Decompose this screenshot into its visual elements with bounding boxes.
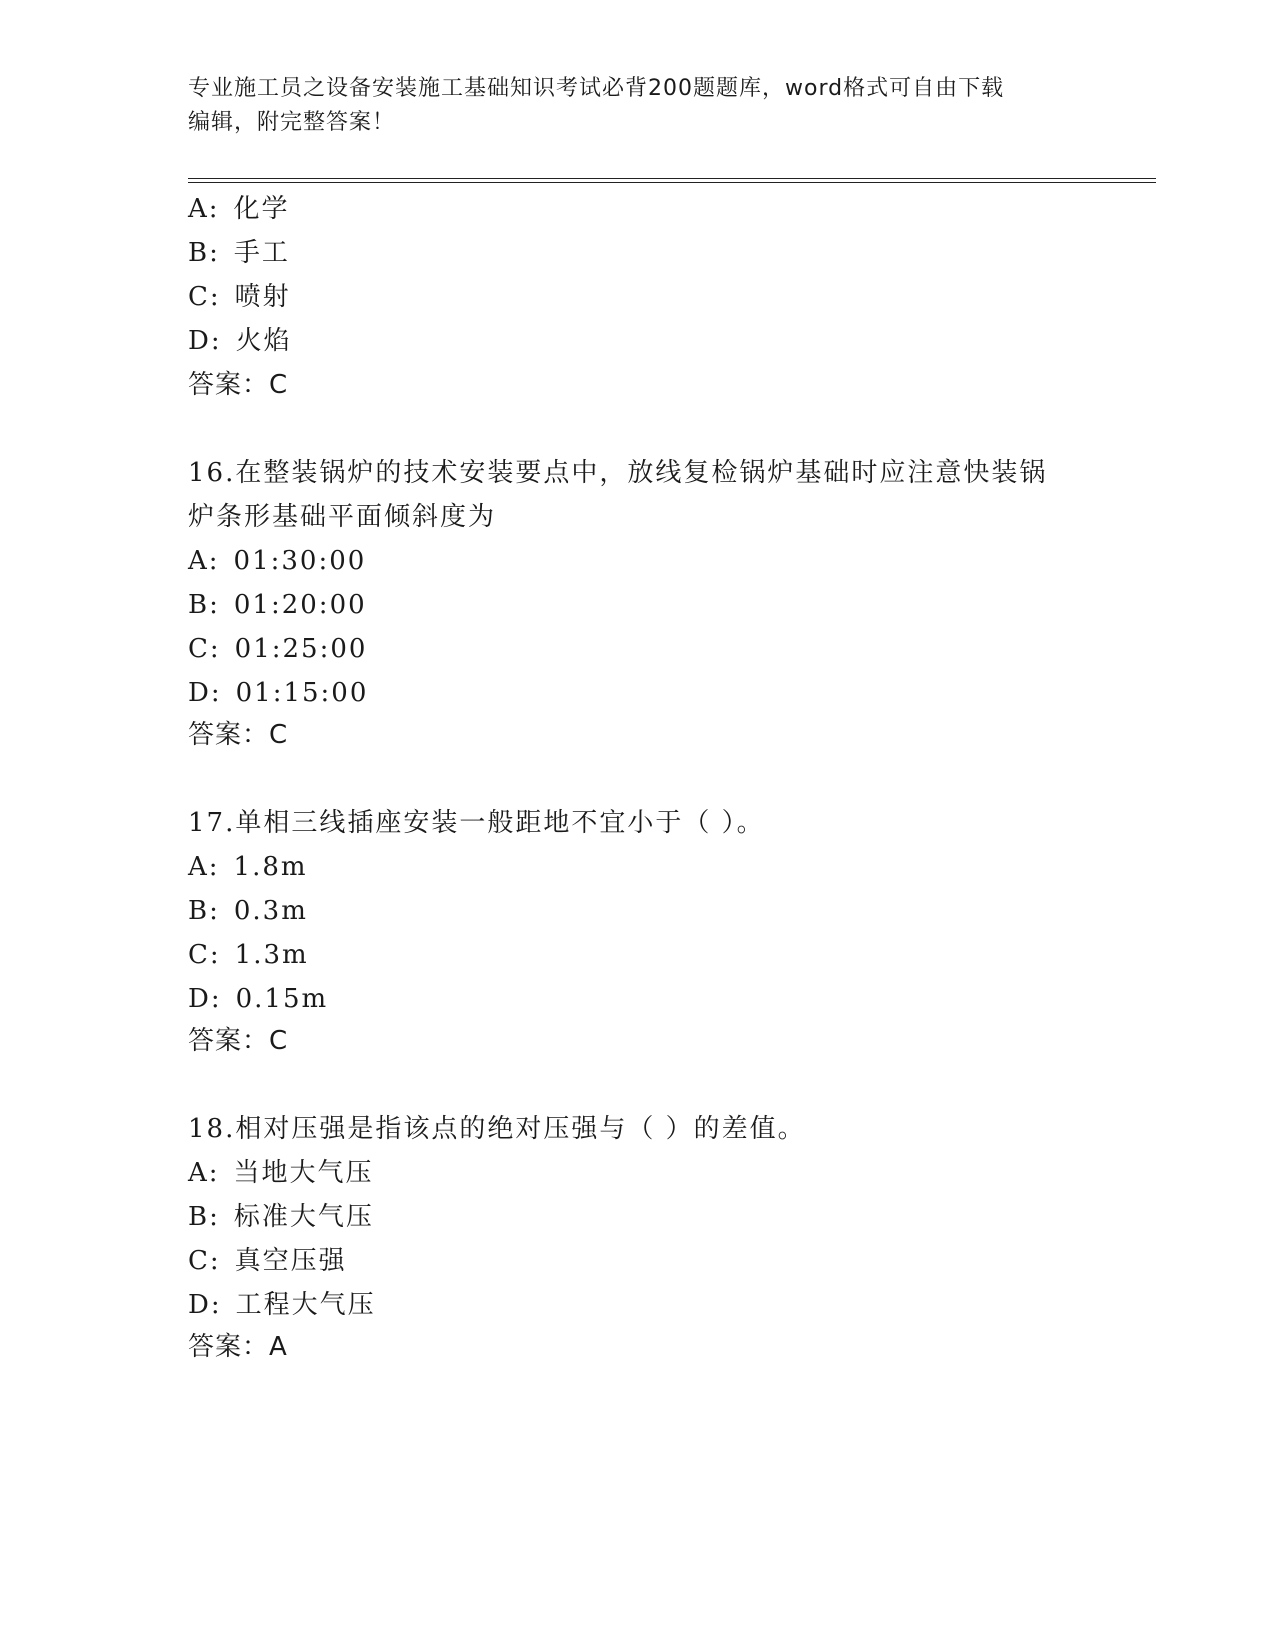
q16-option-a-text: 01:30:00 — [233, 546, 367, 576]
q16-answer: 答案：C — [188, 720, 289, 750]
q15-answer: 答案：C — [188, 370, 289, 400]
q16-option-d — [188, 676, 368, 710]
q18-option-d — [188, 1288, 376, 1322]
q15-option-c-letter: C: — [188, 282, 221, 312]
q15-option-d-letter: D: — [188, 326, 222, 356]
q18-stem-line1: 18.相对压强是指该点的绝对压强与（ ）的差值。 — [188, 1114, 806, 1144]
q16-option-b — [188, 588, 367, 622]
q18-option-b-letter: B: — [188, 1202, 220, 1232]
q17-option-c-text: 1.3m — [234, 940, 309, 970]
q17-option-a-letter: A: — [188, 852, 220, 882]
q16-option-c — [188, 632, 367, 666]
q16-option-c-letter: C: — [188, 634, 221, 664]
q18-option-a-letter: A: — [188, 1158, 220, 1188]
q18-option-c-text: 真空压强 — [234, 1246, 347, 1276]
q15-option-b-text: 手工 — [233, 238, 290, 268]
q18-option-d-letter: D: — [188, 1290, 222, 1320]
q18-option-b — [188, 1200, 374, 1234]
document-header — [188, 72, 1088, 140]
header-title-line2: 编辑，附完整答案！ — [188, 110, 396, 135]
q15-option-a-text: 化学 — [233, 194, 290, 224]
q15-option-a-letter: A: — [188, 194, 220, 224]
q18-option-c-letter: C: — [188, 1246, 221, 1276]
q17-answer: 答案：C — [188, 1026, 289, 1056]
header-title-line1: 专业施工员之设备安装施工基础知识考试必背200题题库，word格式可自由下载 — [188, 76, 1005, 101]
q16-stem-line1: 16.在整装锅炉的技术安装要点中，放线复检锅炉基础时应注意快装锅 — [188, 458, 1048, 488]
q16-option-a — [188, 544, 366, 578]
q17-option-b — [188, 894, 308, 928]
q16-option-d-text: 01:15:00 — [235, 678, 369, 708]
q17-option-d-text: 0.15m — [235, 984, 329, 1014]
q15-option-a — [188, 192, 290, 226]
q17-option-b-letter: B: — [188, 896, 220, 926]
q17-option-d-letter: D: — [188, 984, 222, 1014]
q15-option-c-text: 喷射 — [234, 282, 291, 312]
q16-option-b-text: 01:20:00 — [233, 590, 367, 620]
q17-option-c — [188, 938, 309, 972]
q18-option-b-text: 标准大气压 — [233, 1202, 374, 1232]
q18-option-d-text: 工程大气压 — [235, 1290, 376, 1320]
q16-option-a-letter: A: — [188, 546, 220, 576]
q15-option-b — [188, 236, 290, 270]
q16-option-c-text: 01:25:00 — [234, 634, 368, 664]
q17-option-a-text: 1.8m — [233, 852, 308, 882]
q18-option-c — [188, 1244, 347, 1278]
q16-stem-line2: 炉条形基础平面倾斜度为 — [188, 502, 497, 532]
q18-answer: 答案：A — [188, 1332, 288, 1362]
q17-option-b-text: 0.3m — [233, 896, 308, 926]
header-divider-bottom — [188, 182, 1156, 183]
q17-option-a — [188, 850, 308, 884]
q15-option-d — [188, 324, 292, 358]
q17-stem-line1: 17.单相三线插座安装一般距地不宜小于（ ）。 — [188, 808, 765, 838]
q16-option-b-letter: B: — [188, 590, 220, 620]
q15-option-c — [188, 280, 291, 314]
q18-option-a-text: 当地大气压 — [233, 1158, 374, 1188]
q15-option-d-text: 火焰 — [235, 326, 292, 356]
q16-option-d-letter: D: — [188, 678, 222, 708]
q17-option-d — [188, 982, 328, 1016]
q15-option-b-letter: B: — [188, 238, 220, 268]
q17-option-c-letter: C: — [188, 940, 221, 970]
q18-option-a — [188, 1156, 374, 1190]
header-divider-top — [188, 178, 1156, 179]
